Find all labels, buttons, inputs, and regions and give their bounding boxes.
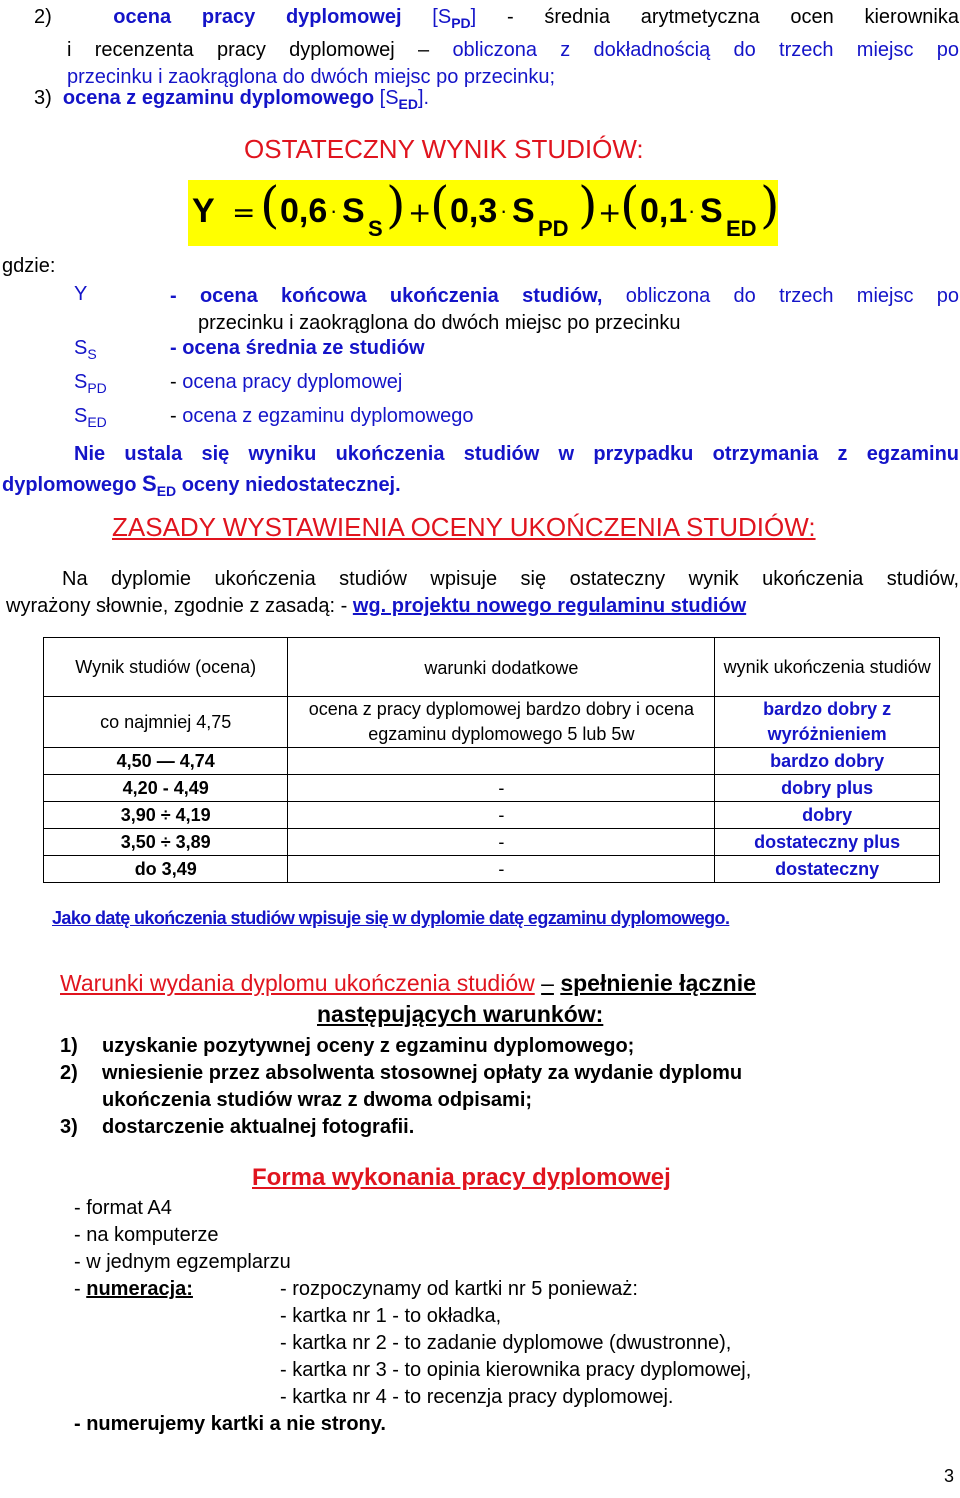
final-result-heading: OSTATECZNY WYNIK STUDIÓW: (244, 134, 644, 164)
item2-line3: przecinku i zaokrąglona do dwóch miejsc po przecinku; (67, 66, 556, 88)
list-item: 3) dostarczenie aktualnej fotografii. (60, 1116, 415, 1138)
table-row: 3,50 ÷ 3,89 - dostateczny plus (44, 829, 940, 856)
rules-heading: ZASADY WYSTAWIENIA OCENY UKOŃCZENIA STUDIÓW: (112, 512, 816, 542)
formula-y: Y (192, 192, 215, 230)
legend-note: Nie ustala się wyniku ukończenia studiów w przypadku otrzymania z egzaminu dyplomowego $S_{ED}$ oceny niedostatecznej. (2, 443, 959, 499)
numbering-final-note: - numerujemy kartki a nie strony. (74, 1413, 386, 1435)
page-number: 3 (944, 1466, 955, 1486)
thesis-form-list: - format A4 - na komputerze - w jednym egzemplarzu - numeracja: - rozpoczynamy od kartki nr 5 ponieważ: - kartka nr 1 - to okładka, - kartka nr 2 - to zadanie dyplomowe (dwustronne), - kartka nr 3 - to opinia kierownika pracy dyplomowej, - kartka nr 4 - to recenzja pracy dyplomowej. - numerujemy kartki a nie strony. (74, 1195, 934, 1438)
list-item: 2) wniesienie przez absolwenta stosownej opłaty za wydanie dyplomu (60, 1062, 743, 1084)
diploma-conditions-list: 1) uzyskanie pozytywnej oceny z egzaminu dyplomowego; 2) wniesienie przez absolwenta stosownej opłaty za wydanie dyplomu ukończenia studiów wraz z dwoma odpisami; 3) dostarczenie aktualnej fotografii. (60, 1033, 940, 1141)
legend-ss-symbol: $S_S$ (74, 337, 97, 362)
intro-item-2 (34, 4, 959, 91)
diploma-conditions-heading: Warunki wydania dyplomu ukończenia studiów – spełnienie łącznie następujących warunków: (60, 970, 756, 1027)
legend-spd-symbol: $S_{PD}$ (74, 371, 107, 396)
header-grade: Wynik studiów (ocena) (44, 638, 288, 697)
formula-equals: = (232, 196, 256, 229)
list-item: - w jednym egzemplarzu (74, 1251, 291, 1273)
regulation-link[interactable]: wg. projektu nowego regulaminu studiów (352, 595, 747, 617)
table-row: 4,20 - 4,49 - dobry plus (44, 775, 940, 802)
table-row: co najmniej 4,75 ocena z pracy dyplomowej bardzo dobry i ocena egzaminu dyplomowego 5 lub 5w bardzo dobry z wyróżnieniem (44, 697, 940, 748)
thesis-form-heading: Forma wykonania pracy dyplomowej (252, 1164, 671, 1191)
item2-title: ocena pracy dyplomowej (113, 6, 402, 28)
legend-sed-symbol: $S_{ED}$ (74, 405, 107, 430)
legend-y-description: - ocena końcowa ukończenia studiów, obliczona do trzech miejsc po przecinku i zaokrąglona do dwóch miejsc po przecinku (170, 285, 960, 334)
table-row: 4,50 — 4,74 bardzo dobry (44, 748, 940, 775)
grades-table (43, 637, 940, 883)
item3-symbol: $[S_{ED}]$. (379, 87, 430, 112)
item2-description: - średnia arytmetyczna ocen kierownika (506, 6, 959, 28)
legend-sed-description: - ocena z egzaminu dyplomowego (170, 405, 474, 427)
table-header-row (44, 638, 940, 697)
item-number: 2) (34, 6, 52, 28)
header-conditions: warunki dodatkowe (288, 638, 715, 697)
table-row: 3,90 ÷ 4,19 - dobry (44, 802, 940, 829)
header-result: wynik ukończenia studiów (715, 638, 940, 697)
numbering-label: numeracja: (86, 1278, 193, 1300)
date-note: Jako datę ukończenia studiów wpisuje się w dyplomie datę egzaminu dyplomowego. (52, 908, 730, 928)
item2-line2a: i recenzenta pracy dyplomowej – (67, 39, 430, 61)
list-item: 1) uzyskanie pozytywnej oceny z egzaminu dyplomowego; (60, 1035, 635, 1057)
legend-ss-description: - ocena średnia ze studiów (170, 337, 425, 359)
table-row: do 3,49 - dostateczny (44, 856, 940, 883)
rules-text: Na dyplomie ukończenia studiów wpisuje się ostateczny wynik ukończenia studiów, wyrażony słownie, zgodnie z zasadą: - wg. projektu nowego regulaminu studiów (6, 568, 959, 617)
item3-title: ocena z egzaminu dyplomowego (62, 87, 375, 109)
item-number: 3) (34, 87, 52, 109)
list-item: - na komputerze (74, 1224, 219, 1246)
intro-item-3 (34, 85, 429, 118)
list-item: - format A4 (74, 1197, 172, 1219)
item2-line2b: obliczona z dokładnością do trzech miejsc po (452, 39, 959, 61)
legend-spd-description: - ocena pracy dyplomowej (170, 371, 403, 393)
final-grade-formula: Y = ( 0,6 · S S ) + ( 0,3 · S PD ) + ( 0,1 · S ED ) (188, 180, 778, 246)
list-item: - numeracja: - rozpoczynamy od kartki nr 5 ponieważ: (74, 1278, 638, 1300)
legend-y-symbol: Y (74, 283, 88, 305)
item2-symbol: $[S_{PD}]$ (432, 6, 477, 31)
legend-where: gdzie: (2, 255, 56, 277)
